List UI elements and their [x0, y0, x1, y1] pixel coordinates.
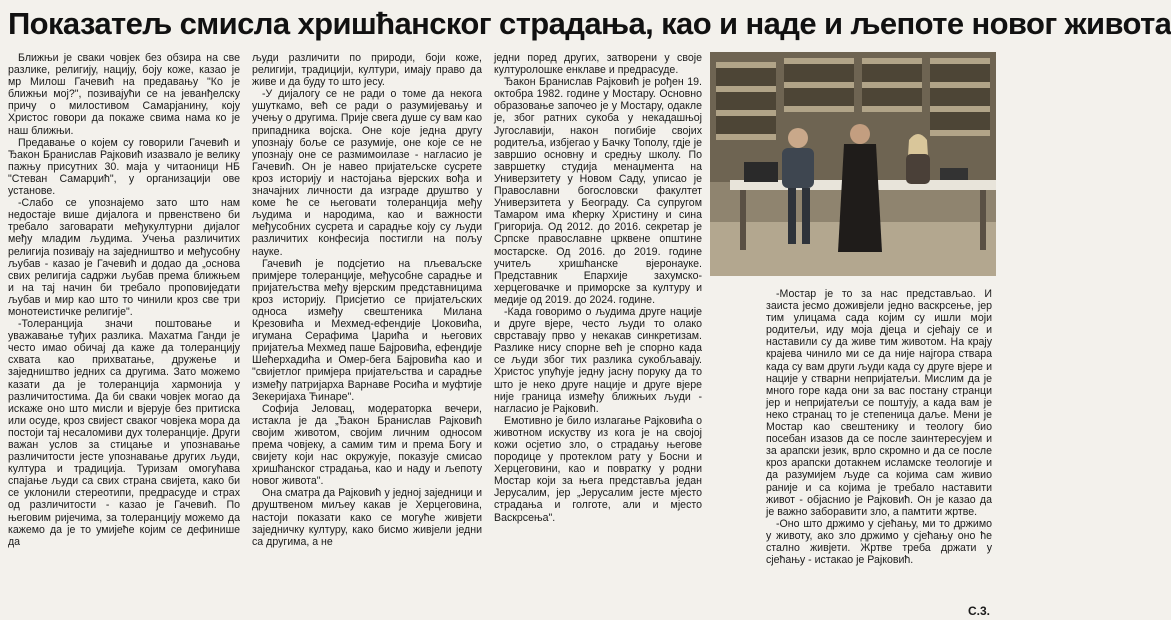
- paragraph: -У дијалогу се не ради о томе да некога ушуткамо, већ се ради о разумијевању и учењу о другима. Прије свега душе су вам као припадника војска. Оне које једна другу упознају боље се разумије, оне које се не упознају оне се размимоилазе - нагласио је Гачевић. Он је навео пријатељске сусрете кроз историју и настојања вјерских вођа и значајних личности да изграде друштво у коме ће се његовати толеранција међу људима и народима, као и важности међусобних сусрета и сарадње коју су људи различитих конфесија постигли на пољу науке.: [252, 88, 482, 258]
- paragraph: Ближњи је сваки човјек без обзира на све разлике, религију, нацију, боју коже, казао је мр Милош Гачевић на предавању "Ко је ближњи мој?", позивајући се на јеванђелску причу о милостивом Самарјанину, коју Христос говори да покаже свима нама ко је наш ближњи.: [8, 52, 240, 137]
- paragraph: -Мостар је то за нас представљао. И заиста јесмо доживјели једно васкрсење, јер тим улицама сада којим су ишли моји родитељи, иду моја дјеца и сјећају се и наставили су да живе тим животом. На крају крајева чинило ми се да није најгора ствара када су вам други људи када су друге вјере и нације у стварни непријатељи. Мислим да је много горе када они за вас постану странци јер и непријатељи се поштују, а када вам је неко странац то је степеница даље. Мени је Мостар као свештенику и теологу био посебан изазов да се после заинтересујем и за арапски језик, врло скромно и да се после кроз арапски дотакнем исламске теологије и да разумијем људе са којима сам живио раније и са којима је требало наставити живот - објаснио је Рајковић. Он је казао да је важно заборавити зло, а памтити жртве.: [766, 288, 992, 518]
- paragraph: Предавање о којем су говорили Гачевић и Ђакон Бранислав Рајковић изазвало је велику пажњу присутних 30. маја у читаоници НБ "Стеван Самарџић", у организацији ове установе.: [8, 136, 240, 198]
- article-body: [8, 52, 992, 620]
- event-photo: [710, 52, 996, 276]
- paragraph: -Толеранција значи поштовање и уважавање туђих разлика. Махатма Ганди је често имао обичај да каже да толеранцију схвата као прихватање, дружење и заједништво једних са другима. Зато можемо казати да је толеранција хармонија у различитостима. Да би сваки човјек могао да искаже оно што мисли и вјерује без притиска или осуде, кроз свијест сваког човјека мора да постоји тај несаломиви дух толеранције. Други важан услов за стицање и упознавање различитости јесте упознавање других људи, култура и традиција. Туризам омогућава спајање људи са свих страна свијета, како би се уклонили стереотипи, предрасуде и страх од различитости - казао је Гачевић. По његовим ријечима, за толеранцију можемо да кажемо да је то умијеће којим се дефинише да: [8, 318, 240, 548]
- page-number: С.3.: [967, 604, 990, 618]
- paragraph: Гачевић је подсјетио на пљеваљске примјере толеранције, међусобне сарадње и пријатељства међу вјерским представницима кроз историју. Присјетио се пријатељских односа између свештеника Милана Крезовића и Мехмед-ефендије Џоковића, игумана Серафима Џарића и његових пријатеља Мехмед паше Бајровића, ефендије Шећерхадића и Омер-бега Бајровића као и "свијетлог примјера пријатељства и сарадње између патријарха Варнаве Росића и муфтије Зекеријаха Ћинаре".: [252, 257, 482, 403]
- paragraph: -Слабо се упознајемо зато што нам недостаје више дијалога и првенствено би требало заговарати међукултурни дијалог међу младим људима. Учења различитих религија позивају на заједништво и међусобну љубав - казао је Гачевић и додао да „основа свих религија садржи љубав према ближњем и на тај начин би требало проповиједати љубав и мир као што то чинили кроз све три монотеистичке религије".: [8, 197, 240, 318]
- paragraph: Она сматра да Рајковић у једној заједници и друштвеном миљеу какав је Херцеговина, настоји показати како се могуће живјети заједничку културу, како бисмо живјели једни са другима, а не: [252, 487, 482, 548]
- paragraph: -Када говоримо о људима друге нације и друге вјере, често људи то олако сврставају прво у некакав синкретизам. Разлике нису спорне већ је спорно када се људи због тих разлика сукобљавају. Христос упућује једну јасну поруку да то што је неко друге нације и друге вјере није граница између ближњих људи - нагласио је Рајковић.: [494, 305, 702, 415]
- column-3: [494, 52, 702, 620]
- column-1: [8, 52, 240, 620]
- paragraph: -Оно што држимо у сјећању, ми то држимо у животу, ако зло држимо у сјећању оно ће стално живјети. Жртве треба држати у сјећању - истакао је Рајковић.: [766, 517, 992, 567]
- column-2: [252, 52, 482, 620]
- column-4: [766, 288, 992, 620]
- paragraph: Ђакон Бранислав Рајковић је рођен 19. октобра 1982. године у Мостару. Основно образовање започео је у Мостару, одакле је, због ратних сукоба у некадашњој Југославији, након погибије својих родитеља, избјегао у Бачку Тополу, гдје је завршио основну и средњу школу. По завршетку студија менаџмента на Универзитету у Новом Саду, уписао је Православни богословски факултет Универзитета у Београду. Са супругом Тамаром има кћерку Христину и сина Григорија. Од 2012. до 2016. секретар је Српске православне црквене општине мостарске. Од 2016. до 2019. године учитељ хришћанске вјеронауке. Представник Епархије захумско-херцеговачке и приморске за културу и медије од 2019. до 2024. године.: [494, 76, 702, 306]
- paragraph: људи различити по природи, боји коже, религији, традицији, култури, имају право да живе и да буду то што јесу.: [252, 52, 482, 89]
- paragraph: једни поред других, затворени у своје културолошке енклаве и предрасуде.: [494, 52, 702, 77]
- photo-illustration: [710, 52, 996, 276]
- article-headline: Показатељ смисла хришћанског страдања, као и наде и љепоте новог живота: [8, 6, 1171, 41]
- paragraph: Софија Јеловац, модераторка вечери, истакла је да „Ђакон Бранислав Рајковић својим животом, својим личним односом према човјеку, а самим тим и према Богу и свијету који нас окружује, показује смисао хришћанског страдања, као и наду и љепоту новог живота".: [252, 402, 482, 488]
- paragraph: Емотивно је било излагање Рајковића о животном искуству из кога је на својој кожи осјетио зло, о страдању његове породице у протеклом рату у Босни и Херцеговини, као и повратку у родни Мостар који за њега представља један Јерусалим, јер „Јерусалим јесте мјесто страдања и голготе, али и мјесто Васкрсења".: [494, 414, 702, 524]
